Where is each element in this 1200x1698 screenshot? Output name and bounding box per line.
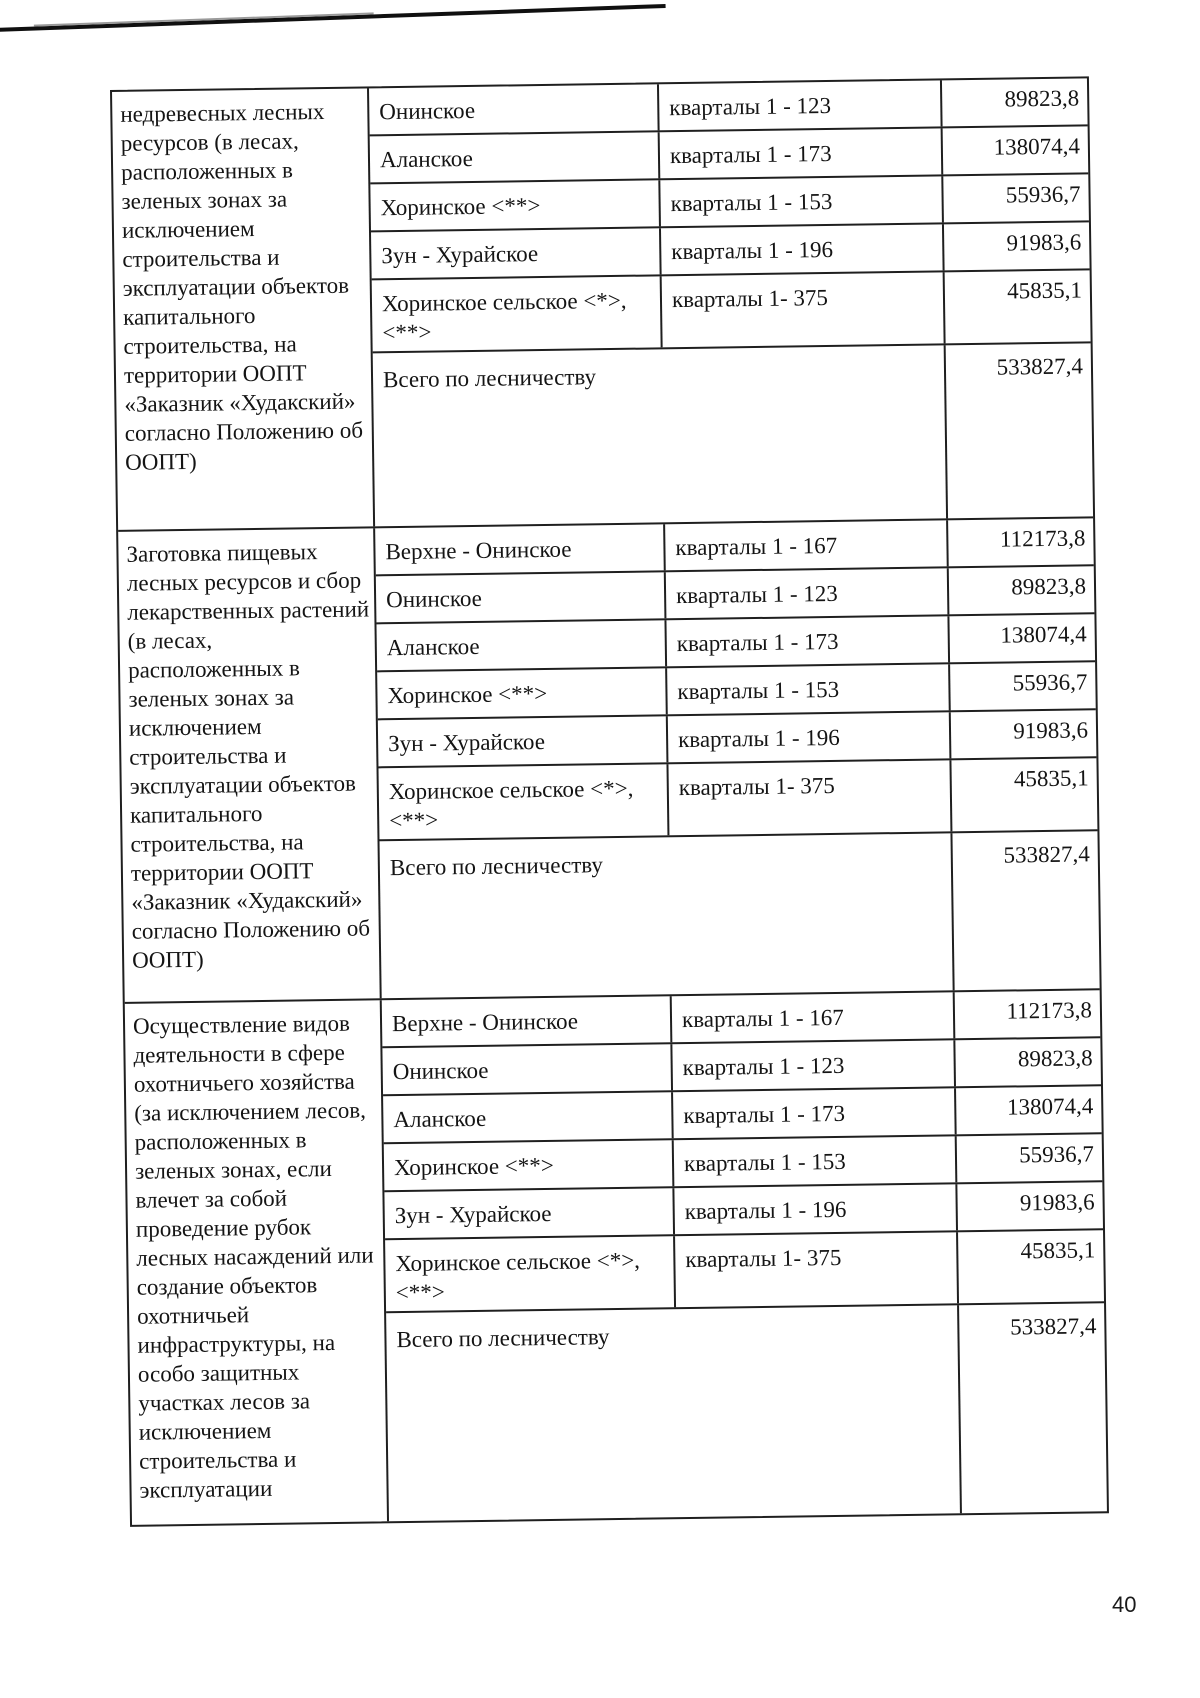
total-label: Всего по лесничеству (380, 833, 955, 998)
table-row-group (118, 518, 1099, 1004)
forestry-name: Хоринское <**> (370, 180, 661, 230)
total-row (386, 1303, 1107, 1521)
area-value: 138074,4 (993, 133, 1081, 160)
forestry-name: Зун - Хурайское (371, 228, 662, 278)
quarters-range: кварталы 1 - 196 (674, 1184, 958, 1234)
area-value: 89823,8 (1011, 573, 1087, 600)
forestry-name: Зун - Хурайское (378, 716, 669, 766)
quarters-range: кварталы 1 - 153 (660, 176, 944, 226)
total-label: Всего по лесничеству (386, 1305, 962, 1521)
quarters-range: кварталы 1 - 153 (674, 1136, 958, 1186)
table-row-group (125, 990, 1107, 1525)
forestry-name: Верхне - Онинское (382, 996, 673, 1046)
area-value: 89823,8 (1004, 85, 1080, 112)
area-value: 45835,1 (1006, 277, 1083, 304)
forestry-name: Аланское (383, 1092, 674, 1142)
forestry-name: Хоринское сельское <*>, <**> (378, 764, 669, 839)
area-value: 89823,8 (1017, 1045, 1093, 1072)
table-row-group (112, 78, 1093, 532)
table-row (385, 1230, 1104, 1313)
quarters-range: кварталы 1 - 173 (660, 128, 944, 178)
table-row (378, 758, 1097, 841)
area-value: 45835,1 (1020, 1237, 1096, 1264)
group-subrows (382, 990, 1107, 1521)
forestry-name: Зун - Хурайское (384, 1188, 675, 1238)
quarters-range: кварталы 1 - 173 (673, 1088, 957, 1138)
permitted-use-table (110, 76, 1109, 1527)
area-value: 91983,6 (1006, 229, 1082, 256)
quarters-range: кварталы 1- 375 (675, 1232, 959, 1307)
quarters-range: кварталы 1 - 167 (672, 992, 956, 1042)
quarters-range: кварталы 1 - 173 (666, 616, 950, 666)
total-label: Всего по лесничеству (373, 345, 948, 526)
area-value: 55936,7 (1019, 1141, 1095, 1168)
quarters-range: кварталы 1- 375 (668, 760, 952, 835)
area-value: 138074,4 (1006, 1093, 1094, 1120)
scan-artifact-line (0, 4, 666, 32)
forestry-name: Верхне - Онинское (375, 524, 666, 574)
area-value: 55936,7 (1012, 669, 1088, 696)
activity-label: Заготовка пищевых лесных ресурсов и сбор лекарственных растений (в лесах, расположенных в зеленых зонах за исключением строительства и эксплуатации объектов капитального строительства, на территории ООПТ «Заказник «Худакский» согласно Положению об ООПТ) (118, 528, 382, 1002)
area-value: 112173,8 (1006, 997, 1093, 1024)
quarters-range: кварталы 1- 375 (662, 272, 946, 347)
total-value: 533827,4 (1003, 841, 1090, 868)
quarters-range: кварталы 1 - 123 (659, 80, 943, 130)
activity-label: недревесных лесных ресурсов (в лесах, расположенных в зеленых зонах за исключением строительства и эксплуатации объектов капитального строительства, на территории ООПТ «Заказник «Худакский» согласно Положению об ООПТ) (112, 88, 375, 530)
area-value: 91983,6 (1013, 717, 1089, 744)
quarters-range: кварталы 1 - 196 (668, 712, 952, 762)
total-row (373, 343, 1093, 526)
area-value: 55936,7 (1005, 181, 1081, 208)
quarters-range: кварталы 1 - 167 (665, 520, 949, 570)
forestry-name: Онинское (369, 84, 660, 134)
forestry-name: Аланское (370, 132, 661, 182)
area-value: 45835,1 (1013, 765, 1089, 792)
quarters-range: кварталы 1 - 196 (661, 224, 945, 274)
quarters-range: кварталы 1 - 153 (667, 664, 951, 714)
group-subrows (375, 518, 1099, 998)
forestry-name: Хоринское <**> (384, 1140, 675, 1190)
area-value: 112173,8 (999, 525, 1086, 552)
table-row (372, 270, 1091, 353)
area-value: 138074,4 (1000, 621, 1087, 648)
forestry-name: Онинское (376, 572, 667, 622)
activity-label: Осуществление видов деятельности в сфере охотничьего хозяйства (за исключением лесов, расположенных в зеленых зонах, если влечет за собой проведение рубок лесных насаждений или создание объектов охотничьей инфраструктуры, на особо защитных участках лесов за исключением строительства и эксплуатации (125, 1000, 389, 1525)
total-value: 533827,4 (1009, 1313, 1097, 1340)
page-number: 40 (1112, 1592, 1137, 1617)
forestry-name: Хоринское сельское <*>, <**> (372, 276, 663, 351)
forestry-name: Аланское (376, 620, 667, 670)
total-row (380, 831, 1100, 998)
total-value: 533827,4 (996, 353, 1084, 380)
forestry-name: Хоринское <**> (377, 668, 668, 718)
quarters-range: кварталы 1 - 123 (672, 1040, 956, 1090)
forestry-name: Онинское (382, 1044, 673, 1094)
forestry-name: Хоринское сельское <*>, <**> (385, 1236, 676, 1311)
quarters-range: кварталы 1 - 123 (666, 568, 950, 618)
area-value: 91983,6 (1019, 1189, 1095, 1216)
group-subrows (369, 78, 1093, 526)
